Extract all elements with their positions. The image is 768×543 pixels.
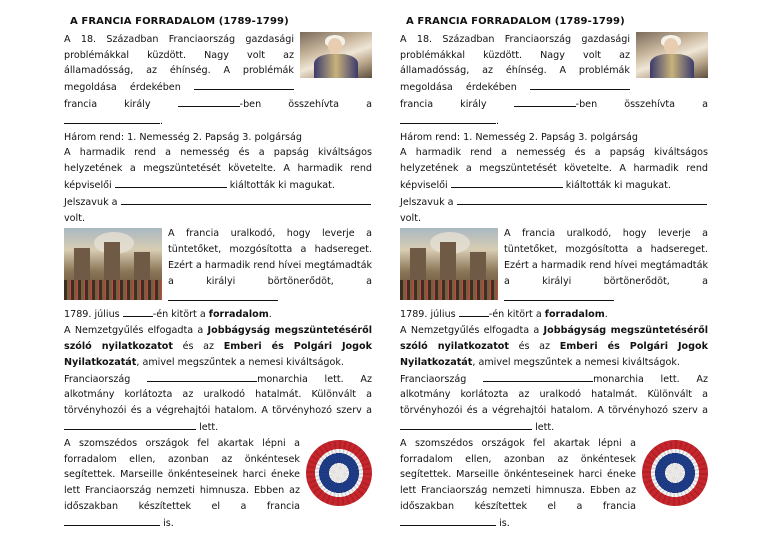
blank-legislature[interactable]: [64, 419, 196, 430]
worksheet-right: [400, 14, 708, 532]
slogan-line: Jelszavuk a: [64, 194, 372, 211]
third-estate-paragraph: A harmadik rend a nemesség és a papság kiváltságos helyzetének a megszüntetését követelte. A harmadik rend képviselői kiáltották ki magukat.: [64, 147, 372, 191]
monarchy-paragraph: Franciaország monarchia lett. Az alkotmány korlátozta az uralkodó hatalmát. Különvált a törvényhozói és a végrehajtói hatalom. A törvényhozó szerv a lett.: [400, 371, 708, 436]
worksheet-left: [64, 14, 372, 532]
blank-slogan[interactable]: [457, 194, 707, 205]
slogan-end: volt.: [64, 212, 86, 224]
bastille-image: [64, 228, 162, 300]
blank-legislature[interactable]: [400, 419, 532, 430]
blank-slogan[interactable]: [121, 194, 371, 205]
monarchy-paragraph: Franciaország monarchia lett. Az alkotmány korlátozta az uralkodó hatalmát. Különvált a törvényhozói és a végrehajtói hatalom. A törvényhozó szerv a lett.: [64, 371, 372, 436]
intro-paragraph: A 18. Században Franciaország gazdasági problémákkal küzdött. Nagy volt az államadósság, az éhínség. A problémák megoldása érdekében francia király -ben összehívta a .: [64, 33, 372, 127]
cockade-image: [642, 440, 708, 506]
bastille-image: [400, 228, 498, 300]
blank-king[interactable]: [194, 79, 294, 90]
slogan-line: Jelszavuk a: [400, 194, 708, 211]
bastille-paragraph: A francia uralkodó, hogy leverje a tüntetőket, mozgósította a hadsereget. Ezért a harmadik rend hívei megtámadták a királyi börtönerődöt, a: [64, 226, 372, 306]
blank-day[interactable]: [459, 306, 489, 317]
blank-year[interactable]: [514, 96, 576, 107]
blank-national-assembly[interactable]: [115, 177, 227, 188]
blank-flag[interactable]: [400, 515, 496, 526]
worksheet-title: A FRANCIA FORRADALOM (1789-1799): [70, 16, 289, 27]
blank-year[interactable]: [178, 96, 240, 107]
intro-paragraph: A 18. Században Franciaország gazdasági problémákkal küzdött. Nagy volt az államadósság, az éhínség. A problémák megoldása érdekében francia király -ben összehívta a .: [400, 33, 708, 127]
july-line: 1789. július -én kitört a forradalom.: [64, 306, 372, 323]
estates-line: Három rend: 1. Nemesség 2. Papság 3. polgárság: [400, 131, 638, 143]
blank-bastille[interactable]: [504, 290, 614, 301]
blank-bastille[interactable]: [168, 290, 278, 301]
july-line: 1789. július -én kitört a forradalom.: [400, 306, 708, 323]
king-portrait-image: [636, 32, 708, 78]
blank-king[interactable]: [530, 79, 630, 90]
blank-flag[interactable]: [64, 515, 160, 526]
blank-national-assembly[interactable]: [451, 177, 563, 188]
cockade-image: [306, 440, 372, 506]
blank-monarchy[interactable]: [483, 371, 593, 382]
neighbors-paragraph: A szomszédos országok fel akartak lépni a forradalom ellen, azonban az önkéntesek segítettek. Marseille önkénteseinek harci éneke lett Franciaország nemzeti himnusza. Ebben az időszakban készítettek el a francia is.: [64, 437, 300, 529]
blank-monarchy[interactable]: [147, 371, 257, 382]
estates-line: Három rend: 1. Nemesség 2. Papság 3. polgárság: [64, 131, 302, 143]
assembly-paragraph: A Nemzetgyűlés elfogadta a Jobbágyság megszüntetéséről szóló nyilatkozatot és az Emberi és Polgári Jogok Nyilatkozatát, amivel megszűntek a nemesi kiváltságok.: [400, 325, 708, 368]
blank-assembly[interactable]: [64, 113, 160, 124]
bastille-paragraph: A francia uralkodó, hogy leverje a tüntetőket, mozgósította a hadsereget. Ezért a harmadik rend hívei megtámadták a királyi börtönerődöt, a: [400, 226, 708, 306]
blank-day[interactable]: [123, 306, 153, 317]
king-portrait-image: [300, 32, 372, 78]
neighbors-paragraph: A szomszédos országok fel akartak lépni a forradalom ellen, azonban az önkéntesek segítettek. Marseille önkénteseinek harci éneke lett Franciaország nemzeti himnusza. Ebben az időszakban készítettek el a francia is.: [400, 437, 636, 529]
assembly-paragraph: A Nemzetgyűlés elfogadta a Jobbágyság megszüntetéséről szóló nyilatkozatot és az Emberi és Polgári Jogok Nyilatkozatát, amivel megszűntek a nemesi kiváltságok.: [64, 325, 372, 368]
third-estate-paragraph: A harmadik rend a nemesség és a papság kiváltságos helyzetének a megszüntetését követelte. A harmadik rend képviselői kiáltották ki magukat.: [400, 147, 708, 191]
worksheet-title: A FRANCIA FORRADALOM (1789-1799): [406, 16, 625, 27]
slogan-end: volt.: [400, 212, 422, 224]
blank-assembly[interactable]: [400, 113, 496, 124]
